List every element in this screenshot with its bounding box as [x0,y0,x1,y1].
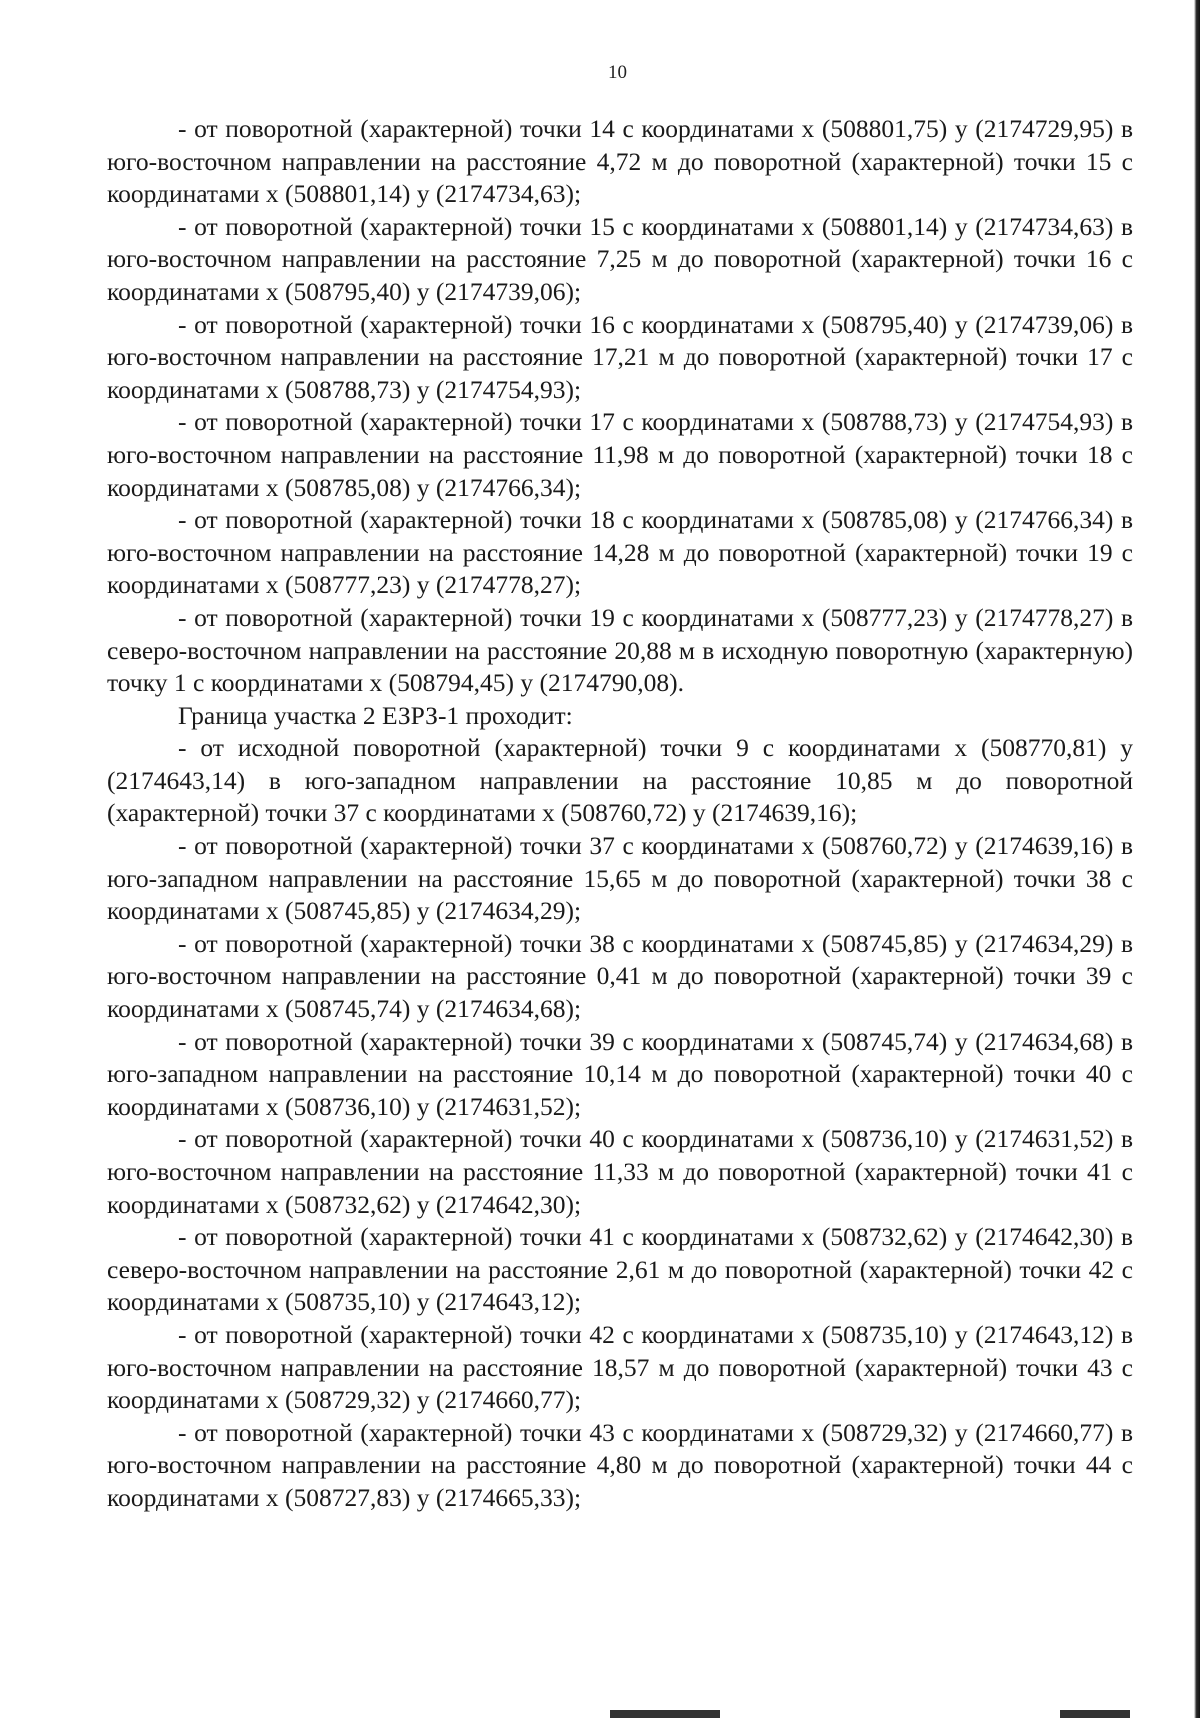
boundary-segment-paragraph: - от поворотной (характерной) точки 42 с координатами х (508735,10) у (2174643,12) в юго-восточном направлении на расстояние 18,57 м до поворотной (характерной) точки 43 с координатами х (508729,32) у (2174660,77); [107,1319,1133,1415]
boundary-segment-paragraph: - от поворотной (характерной) точки 40 с координатами х (508736,10) у (2174631,52) в юго-восточном направлении на расстояние 11,33 м до поворотной (характерной) точки 41 с координатами х (508732,62) у (2174642,30); [107,1124,1133,1219]
boundary-segment-paragraph: - от поворотной (характерной) точки 41 с координатами х (508732,62) у (2174642,30) в северо-восточном направлении на расстояние 2,61 м до поворотной (характерной) точки 42 с координатами х (508735,10) у (2174643,12); [107,1222,1133,1317]
scan-artifact [610,1710,720,1718]
page-number: 10 [608,62,627,83]
boundary-segment-paragraph: - от поворотной (характерной) точки 39 с координатами х (508745,74) у (2174634,68) в юго-западном направлении на расстояние 10,14 м до поворотной (характерной) точки 40 с координатами х (508736,10) у (2174631,52); [107,1026,1133,1121]
boundary-segment-paragraph: - от поворотной (характерной) точки 43 с координатами х (508729,32) у (2174660,77) в юго-восточном направлении на расстояние 4,80 м до поворотной (характерной) точки 44 с координатами х (508727,83) у (2174665,33); [107,1417,1133,1512]
boundary-segment-paragraph: - от поворотной (характерной) точки 18 с координатами х (508785,08) у (2174766,34) в юго-восточном направлении на расстояние 14,28 м до поворотной (характерной) точки 19 с координатами х (508777,23) у (2174778,27); [107,505,1133,600]
boundary-segment-paragraph: - от поворотной (характерной) точки 19 с координатами х (508777,23) у (2174778,27) в северо-восточном направлении на расстояние 20,88 м в исходную поворотную (характерную) точку 1 с координатами х (508794,45) у (2174790,08). [107,602,1133,698]
boundary-segment-paragraph: - от поворотной (характерной) точки 14 с координатами х (508801,75) у (2174729,95) в юго-восточном направлении на расстояние 4,72 м до поворотной (характерной) точки 15 с координатами х (508801,14) у (2174734,63); [107,114,1133,209]
scan-edge [1194,0,1200,1718]
section-heading: Граница участка 2 ЕЗРЗ-1 проходит: [178,700,573,730]
boundary-segment-paragraph: - от поворотной (характерной) точки 15 с координатами х (508801,14) у (2174734,63) в юго-восточном направлении на расстояние 7,25 м до поворотной (характерной) точки 16 с координатами х (508795,40) у (2174739,06); [107,211,1133,306]
boundary-segment-paragraph: - от поворотной (характерной) точки 16 с координатами х (508795,40) у (2174739,06) в юго-восточном направлении на расстояние 17,21 м до поворотной (характерной) точки 17 с координатами х (508788,73) у (2174754,93); [107,309,1133,404]
document-body [107,113,1133,1515]
boundary-segment-paragraph: - от поворотной (характерной) точки 37 с координатами х (508760,72) у (2174639,16) в юго-западном направлении на расстояние 15,65 м до поворотной (характерной) точки 38 с координатами х (508745,85) у (2174634,29); [107,831,1133,926]
boundary-segment-paragraph: - от поворотной (характерной) точки 38 с координатами х (508745,85) у (2174634,29) в юго-восточном направлении на расстояние 0,41 м до поворотной (характерной) точки 39 с координатами х (508745,74) у (2174634,68); [107,928,1133,1024]
scan-artifact [1060,1710,1130,1718]
boundary-segment-paragraph: - от поворотной (характерной) точки 17 с координатами х (508788,73) у (2174754,93) в юго-восточном направлении на расстояние 11,98 м до поворотной (характерной) точки 18 с координатами х (508785,08) у (2174766,34); [107,407,1133,502]
boundary-segment-paragraph: - от исходной поворотной (характерной) точки 9 с координатами х (508770,81) у (2174643,14) в юго-западном направлении на расстояние 10,85 м до поворотной (характерной) точки 37 с координатами х (508760,72) у (2174639,16); [107,733,1133,828]
